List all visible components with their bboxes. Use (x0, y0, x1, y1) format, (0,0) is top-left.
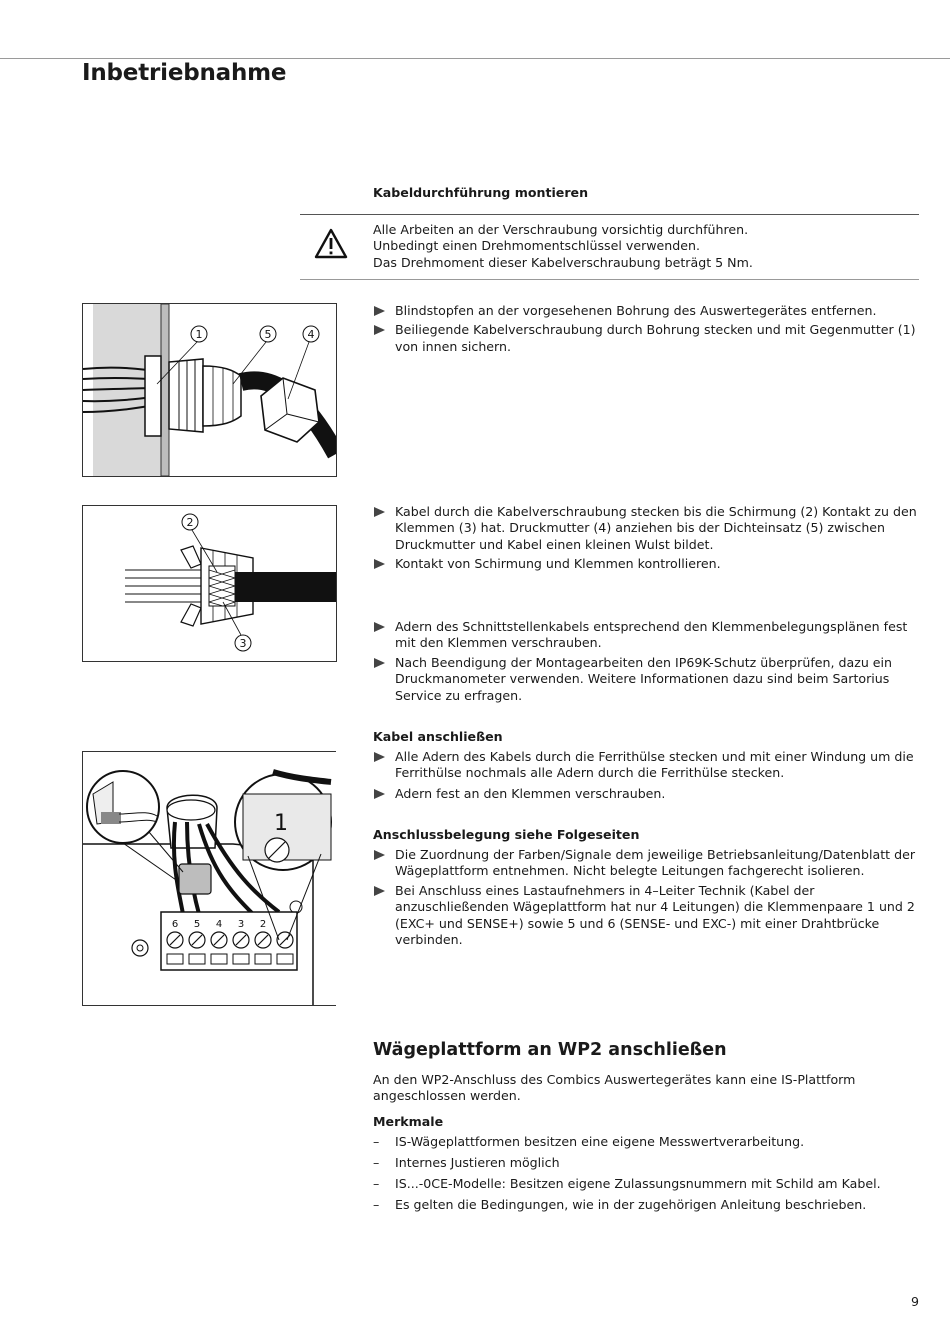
heading-features: Merkmale (373, 1114, 444, 1129)
features-list (373, 1134, 918, 1213)
warning-line: Unbedingt einen Drehmomentschlüssel verwenden. (373, 238, 701, 254)
callout-5: 5 (264, 328, 272, 341)
callout-4: 4 (307, 328, 315, 341)
steps-shield (373, 504, 918, 573)
heading-connect-cable: Kabel anschließen (373, 729, 503, 744)
list-item: Alle Adern des Kabels durch die Ferrithülse stecken und mit einer Windung um die Ferrithülse nochmals alle Adern durch die Ferrithülse stecken. (373, 749, 918, 782)
arrow-bullet-icon (374, 658, 385, 668)
steps-connect (373, 749, 918, 802)
zoom-label: 1 (274, 811, 288, 836)
arrow-bullet-icon (374, 752, 385, 762)
arrow-bullet-icon (374, 886, 385, 896)
list-item: Kontakt von Schirmung und Klemmen kontrollieren. (373, 556, 918, 572)
figure-terminal-block (82, 751, 336, 1006)
page-title: Inbetriebnahme (82, 60, 287, 86)
list-item: Nach Beendigung der Montagearbeiten den IP69K-Schutz überprüfen, dazu ein Druckmanometer verwenden. Weitere Informationen dazu sind beim Sartorius Service zu erfragen. (373, 655, 918, 704)
terminal-label-6: 6 (171, 919, 179, 930)
warning-text (373, 222, 753, 271)
heading-pinout: Anschlussbelegung siehe Folgeseiten (373, 827, 640, 842)
arrow-bullet-icon (374, 325, 385, 335)
warning-line: Das Drehmoment dieser Kabelverschraubung beträgt 5 Nm. (373, 254, 753, 270)
list-item: – IS...-0CE-Modelle: Besitzen eigene Zulassungsnummern mit Schild am Kabel. (373, 1176, 881, 1191)
arrow-bullet-icon (374, 306, 385, 316)
steps-terminals (373, 619, 918, 704)
list-item: Adern des Schnittstellenkabels entsprechend den Klemmenbelegungsplänen fest mit den Klemmen verschrauben. (373, 619, 918, 652)
section-title-wp2: Wägeplattform an WP2 anschließen (373, 1040, 727, 1060)
list-item: Kabel durch die Kabelverschraubung stecken bis die Schirmung (2) Kontakt zu den Klemmen (3) hat. Druckmutter (4) anziehen bis der Dichteinsatz (5) zwischen Druckmutter und Kabel einen kleinen Wulst bildet. (373, 504, 918, 553)
warning-box (300, 214, 919, 280)
list-item: Beiliegende Kabelverschraubung durch Bohrung stecken und mit Gegenmutter (1) von innen sichern. (373, 322, 918, 355)
terminal-label-4: 4 (215, 919, 223, 930)
arrow-bullet-icon (374, 559, 385, 569)
list-item: Adern fest an den Klemmen verschrauben. (373, 786, 918, 802)
steps-pinout (373, 847, 918, 948)
arrow-bullet-icon (374, 507, 385, 517)
list-item: Bei Anschluss eines Lastaufnehmers in 4–Leiter Technik (Kabel der anzuschließenden Wägeplattform hat nur 4 Leitungen) die Klemmenpaare 1 und 2 (EXC+ und SENSE+) sowie 5 und 6 (SENSE- und EXC-) mit einer Drahtbrücke verbinden. (373, 883, 918, 949)
callout-1: 1 (195, 328, 203, 341)
list-item: Blindstopfen an der vorgesehenen Bohrung des Auswertegerätes entfernen. (373, 303, 918, 319)
terminal-label-3: 3 (237, 919, 245, 930)
heading-cable-gland: Kabeldurchführung montieren (373, 185, 589, 200)
callout-3: 3 (239, 637, 247, 650)
list-item: Die Zuordnung der Farben/Signale dem jeweilige Betriebsanleitung/Datenblatt der Wägeplattform entnehmen. Nicht belegte Leitungen fachgerecht isolieren. (373, 847, 918, 880)
terminal-block-illustration (83, 752, 336, 1005)
figure-cable-gland (82, 303, 337, 477)
steps-gland (373, 303, 918, 355)
terminal-label-2: 2 (259, 919, 267, 930)
warning-triangle-icon (314, 227, 348, 261)
figure-cable-shield (82, 505, 337, 662)
arrow-bullet-icon (374, 789, 385, 799)
list-item: – Es gelten die Bedingungen, wie in der zugehörigen Anleitung beschrieben. (373, 1197, 867, 1212)
arrow-bullet-icon (374, 850, 385, 860)
page-number: 9 (911, 1294, 920, 1309)
top-rule (0, 58, 950, 59)
list-item: – IS-Wägeplattformen besitzen eine eigene Messwertverarbeitung. (373, 1134, 805, 1149)
callout-2: 2 (186, 516, 194, 529)
cable-shield-illustration (83, 506, 336, 661)
cable-gland-illustration (83, 304, 336, 476)
terminal-label-5: 5 (193, 919, 201, 930)
wp2-intro: An den WP2-Anschluss des Combics Auswertegerätes kann eine IS-Plattform angeschlossen werden. (373, 1072, 856, 1104)
warning-line: Alle Arbeiten an der Verschraubung vorsichtig durchführen. (373, 222, 749, 237)
arrow-bullet-icon (374, 622, 385, 632)
list-item: – Internes Justieren möglich (373, 1155, 560, 1170)
